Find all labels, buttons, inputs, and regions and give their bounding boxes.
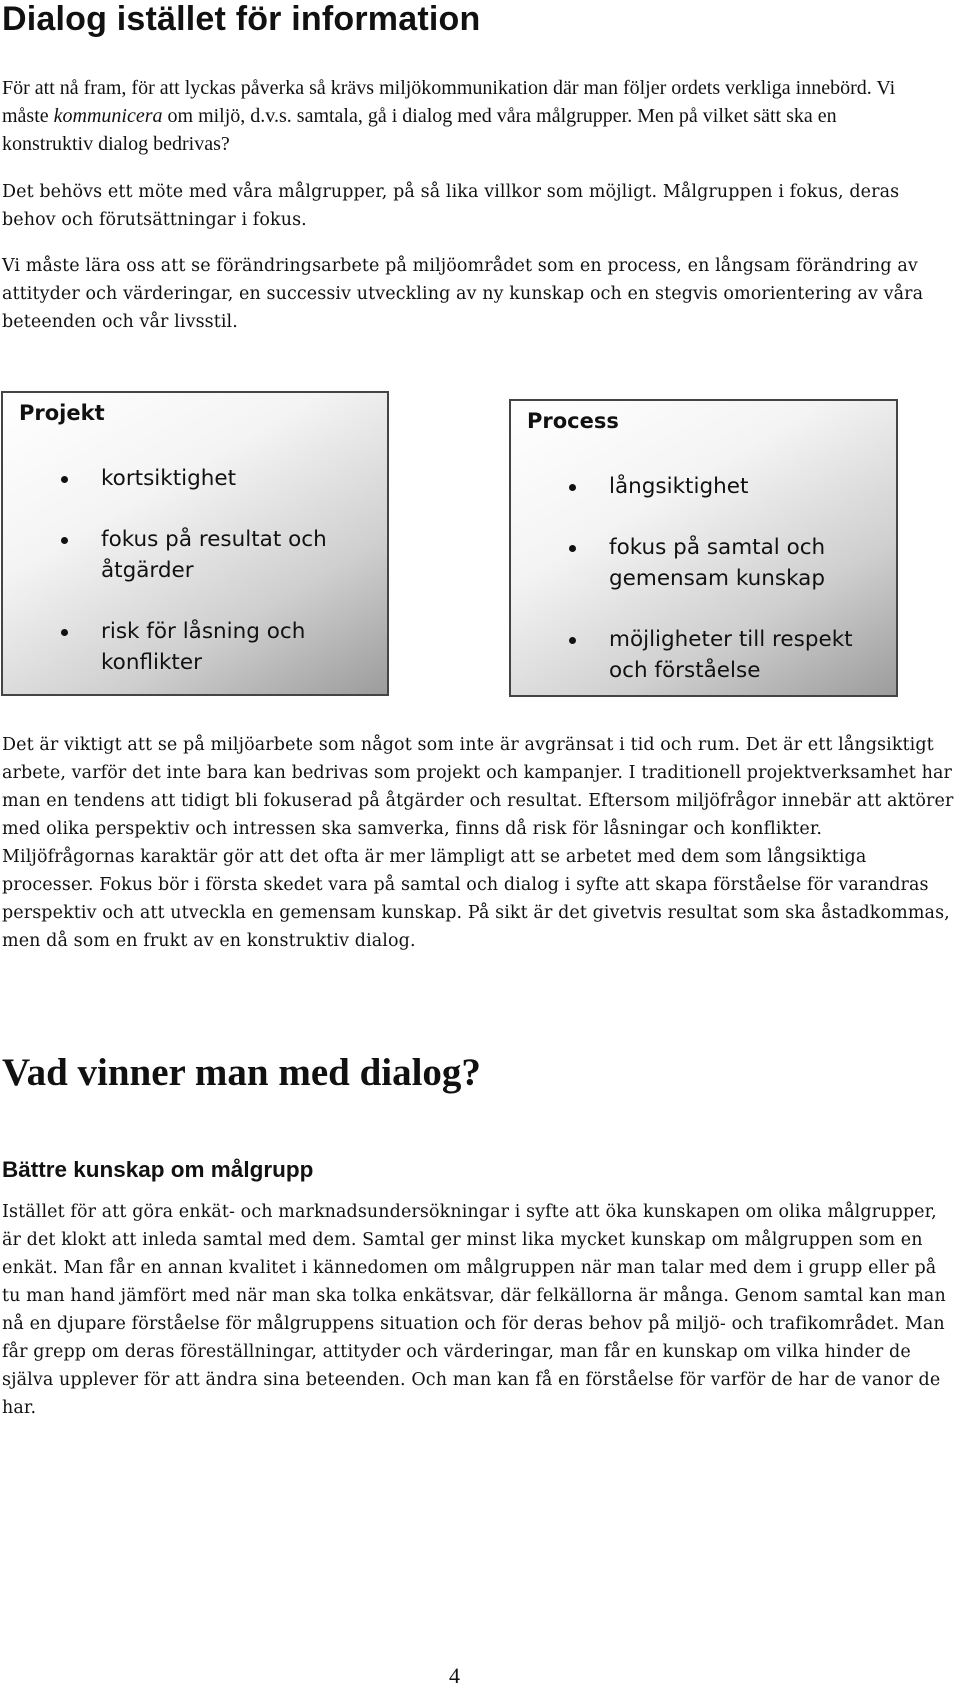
projekt-box-title: Projekt bbox=[19, 401, 105, 425]
bullet-icon bbox=[569, 637, 576, 644]
page-number: 4 bbox=[449, 1663, 460, 1688]
section-heading: Dialog istället för information bbox=[2, 0, 481, 38]
long-term-paragraph: Det är viktigt att se på miljöarbete som något som inte är avgränsat i tid och rum. Det är ett långsiktigt arbete, varför det inte bara kan bedrivas som projekt och kampanjer. I traditionell projektverksamhet har man en tendens att tidigt bli fokuserad på åtgärder och resultat. Eftersom miljöfrågor innebär att aktörer med olika perspektiv och intressen ska samverka, finns då risk för låsningar och konflikter. Miljöfrågornas karaktär gör att det ofta är mer lämpligt att se arbetet med dem som långsiktiga processer. Fokus bör i första skedet vara på samtal och dialog i syfte att skapa förståelse för varandras perspektiv och att utveckla en gemensam kunskap. På sikt är det givetvis resultat som ska åstadkommas, men då som en frukt av en konstruktiv dialog. bbox=[2, 735, 954, 951]
projekt-box bbox=[1, 391, 389, 696]
process-box bbox=[509, 399, 898, 697]
process-box-title: Process bbox=[527, 409, 619, 433]
projekt-list-item bbox=[101, 524, 361, 586]
intro-paragraph bbox=[2, 74, 902, 158]
process-list-item bbox=[609, 471, 869, 502]
process-list-item bbox=[609, 624, 869, 686]
projekt-list-item bbox=[101, 616, 361, 678]
knowledge-paragraph: Istället för att göra enkät- och marknadsundersökningar i syfte att öka kunskapen om olika målgrupper, är det klokt att inleda samtal med dem. Samtal ger minst lika mycket kunskap om målgruppen som en enkät. Man får en annan kvalitet i kännedomen om målgruppen när man talar med dem i grupp eller på tu man hand jämfört med när man ska tolka enkätsvar, där felkällorna är många. Genom samtal kan man nå en djupare förståelse för målgruppens situation och för deras behov på miljö- och trafikområdet. Man får grepp om deras föreställningar, attityder och värderingar, man får en kunskap om vilka hinder de själva upplever för att ändra sina beteenden. Och man kan få en förståelse för varför de har de vanor de har. bbox=[2, 1202, 946, 1418]
process-list-item bbox=[609, 532, 869, 594]
projekt-item-text: fokus på resultat och åtgärder bbox=[101, 527, 327, 583]
bullet-icon bbox=[61, 476, 68, 483]
intro-emphasis: kommunicera bbox=[53, 105, 163, 127]
subsection-heading: Bättre kunskap om målgrupp bbox=[2, 1157, 314, 1182]
focus-paragraph: Det behövs ett möte med våra målgrupper, på så lika villkor som möjligt. Målgruppen i fokus, deras behov och förutsättningar i fokus. bbox=[2, 182, 900, 230]
bullet-icon bbox=[569, 545, 576, 552]
section-heading: Vad vinner man med dialog? bbox=[2, 1051, 481, 1094]
process-paragraph: Vi måste lära oss att se förändringsarbete på miljöområdet som en process, en långsam förändring av attityder och värderingar, en successiv utveckling av ny kunskap och en stegvis omorientering av våra beteenden och vår livsstil. bbox=[2, 256, 924, 332]
projekt-item-text: risk för låsning och konflikter bbox=[101, 619, 306, 675]
projekt-list-item bbox=[101, 463, 361, 494]
process-item-text: möjligheter till respekt och förståelse bbox=[609, 627, 853, 683]
intro-text-end: om miljö, d.v.s. samtala, gå i dialog med våra målgrupper. Men på vilket sätt ska en konstruktiv dialog bedrivas? bbox=[2, 105, 837, 155]
process-item-text: fokus på samtal och gemensam kunskap bbox=[609, 535, 826, 591]
bullet-icon bbox=[61, 629, 68, 636]
intro-text-start: För att nå fram, för att lyckas påverka så krävs miljökommunikation där man följer ordets verkliga innebörd. Vi måste bbox=[2, 77, 896, 127]
process-item-text: långsiktighet bbox=[609, 474, 749, 499]
bullet-icon bbox=[569, 484, 576, 491]
bullet-icon bbox=[61, 537, 68, 544]
projekt-item-text: kortsiktighet bbox=[101, 466, 237, 491]
